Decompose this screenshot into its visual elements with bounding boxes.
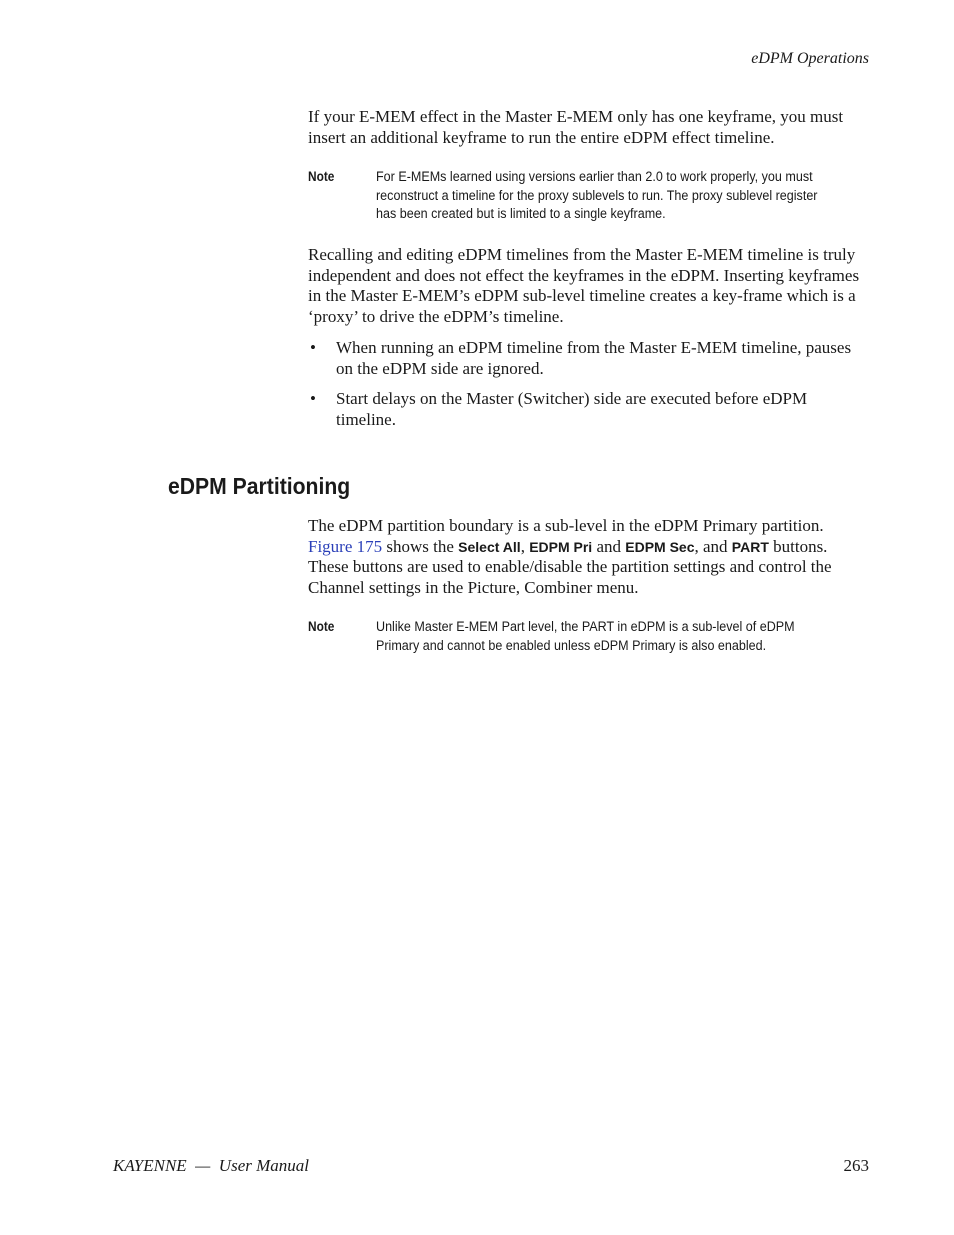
edpm-sec-term: EDPM Sec [625,538,695,555]
list-item [308,389,870,430]
list-item-text: When running an eDPM timeline from the Master E-MEM timeline, pauses on the eDPM side are ignored. [336,338,852,378]
list-item-text: Start delays on the Master (Switcher) side are executed before eDPM timeline. [336,389,808,429]
paragraph-text: buttons. These buttons are used to enable/disable the partition settings and control the Channel settings in the Picture, Combiner menu. [308,536,832,597]
footer-title: KAYENNE — User Manual [113,1156,309,1175]
note-label: Note [308,619,335,634]
partition-paragraph [308,516,870,598]
edpm-pri-term: EDPM Pri [529,538,593,555]
bullet-mark: • [310,338,316,357]
note-block-1 [308,168,868,224]
note-text: Unlike Master E-MEM Part level, the PART in eDPM is a sub-level of eDPM Primary and cannot be enabled unless eDPM Primary is also enabled. [376,619,795,653]
figure-175-link[interactable]: Figure 175 [308,536,383,556]
paragraph-text: The eDPM partition boundary is a sub-level in the eDPM Primary partition. [308,516,824,535]
part-term: PART [731,538,769,555]
intro-paragraph: If your E-MEM effect in the Master E-MEM only has one keyframe, you must insert an additional keyframe to run the entire eDPM effect timeline. [308,107,844,147]
list-item [308,338,870,379]
timeline-paragraph: Recalling and editing eDPM timelines from the Master E-MEM timeline is truly independent and does not effect the keyframes in the eDPM. Inserting keyframes in the Master E-MEM’s eDPM sub-level timeline creates a key-frame which is a ‘proxy’ to drive the eDPM’s timeline. [308,245,860,326]
running-head: eDPM Operations [751,50,869,67]
select-all-term: Select All [458,538,521,555]
bullet-mark: • [310,389,316,408]
bullet-list [308,338,870,440]
section-heading: eDPM Partitioning [168,473,351,499]
paragraph-text: , [520,536,530,556]
note-label: Note [308,169,335,184]
paragraph-text: , and [694,536,732,556]
paragraph-text: shows the [382,536,459,556]
page-number: 263 [843,1156,869,1175]
paragraph-text: and [592,536,626,556]
note-block-2 [308,618,868,655]
note-text: For E-MEMs learned using versions earlier than 2.0 to work properly, you must reconstruct a timeline for the proxy sublevels to run. The proxy sublevel register has been created but is limited to a single keyframe. [376,169,818,221]
